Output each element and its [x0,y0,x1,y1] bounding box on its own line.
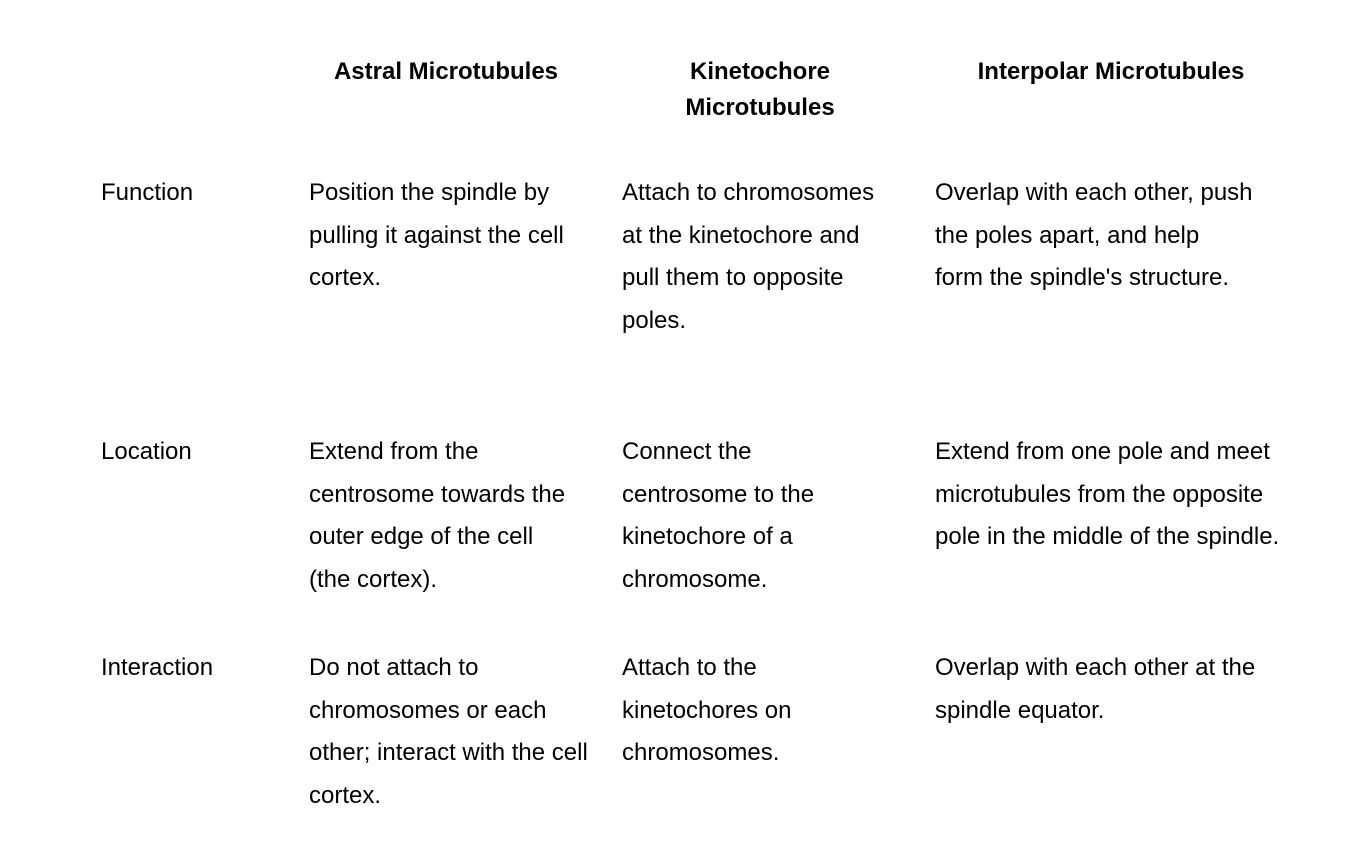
column-header-interpolar: Interpolar Microtubules [977,58,1245,85]
cell-interaction-kinetochore: Attach to the kinetochores on chromosomes. [622,654,792,766]
cell-location-kinetochore: Connect the centrosome to the kinetochore of a chromosome. [622,438,815,593]
cell-interaction-interpolar: Overlap with each other at the spindle equator. [935,654,1256,724]
column-header-kinetochore: Kinetochore Microtubules [685,58,835,121]
column-header-astral: Astral Microtubules [333,58,559,85]
cell-function-kinetochore: Attach to chromosomes at the kinetochore and pull them to opposite poles. [622,179,875,334]
row-label-function: Function [101,179,194,206]
cell-location-interpolar: Extend from one pole and meet microtubules from the opposite pole in the middle of the spindle. [935,438,1280,550]
cell-interaction-astral: Do not attach to chromosomes or each other; interact with the cell cortex. [309,654,588,809]
row-label-location: Location [101,438,192,465]
row-label-interaction: Interaction [101,654,214,681]
cell-location-astral: Extend from the centrosome towards the outer edge of the cell (the cortex). [309,438,566,593]
cell-function-interpolar: Overlap with each other, push the poles apart, and help form the spindle's structure. [935,179,1253,291]
cell-function-astral: Position the spindle by pulling it against the cell cortex. [309,179,564,291]
